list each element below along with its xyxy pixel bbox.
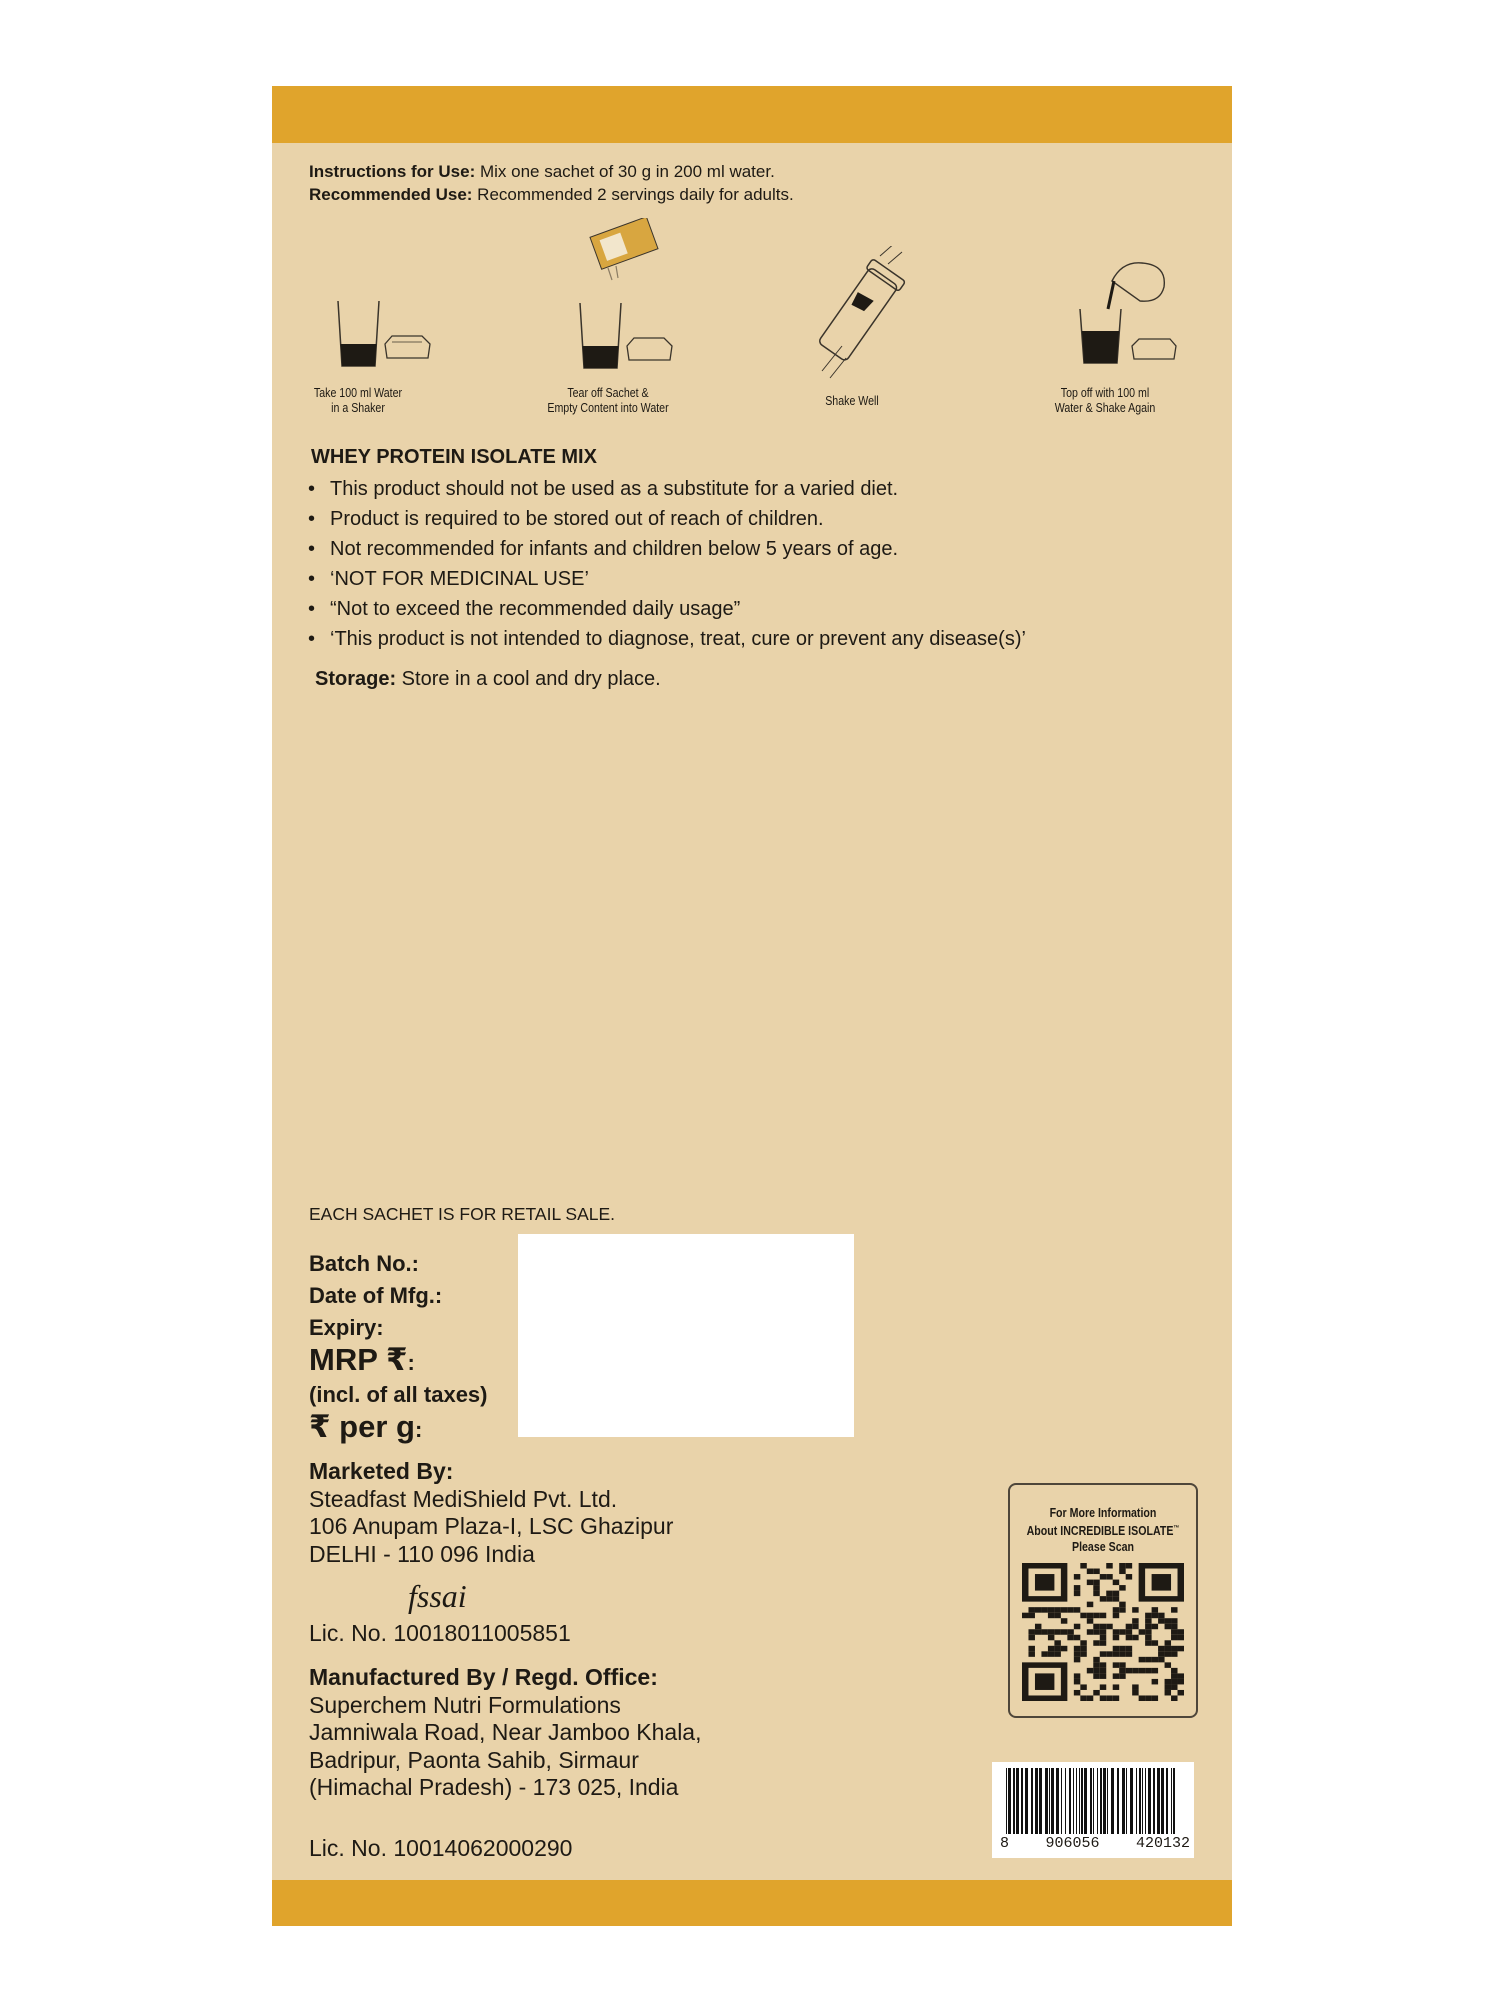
expiry-label: Expiry: (309, 1315, 384, 1340)
storage-label: Storage: (315, 668, 397, 690)
barcode-digit-group: 420132 (1135, 1835, 1190, 1852)
mrp-text: MRP ₹ (309, 1342, 408, 1377)
step-1-caption (265, 386, 452, 416)
marketed-by-block (309, 1458, 673, 1568)
warning-item: • Product is required to be stored out of reach of children. (308, 504, 1026, 534)
warning-item: • ‘This product is not intended to diagnose, treat, cure or prevent any disease(s)’ (308, 624, 1026, 654)
qr-caption-line-3: Please Scan (1071, 1540, 1135, 1555)
barcode-digit-group: 906056 (1045, 1835, 1100, 1852)
qr-caption-line-2: About INCREDIBLE ISOLATE (1026, 1524, 1174, 1539)
warning-item: • ‘NOT FOR MEDICINAL USE’ (308, 564, 1026, 594)
warning-item: • This product should not be used as a substitute for a varied diet. (308, 474, 1026, 504)
per-gram-text: ₹ per g (309, 1409, 415, 1444)
storage-instruction (315, 668, 661, 691)
per-gram-colon: : (414, 1417, 423, 1442)
step-2-line-1: Tear off Sachet & (567, 386, 649, 400)
batch-details (309, 1248, 488, 1446)
jug-pouring-icon (1072, 251, 1192, 376)
warnings-list (308, 474, 1026, 654)
manufacturer-line: Jamniwala Road, Near Jamboo Khala, (309, 1719, 702, 1745)
manufactured-by-block (309, 1664, 701, 1802)
step-1-line-2: in a Shaker (331, 401, 385, 415)
step-2-line-2: Empty Content into Water (547, 401, 669, 415)
step-4-line-2: Water & Shake Again (1054, 401, 1156, 415)
marketer-line: DELHI - 110 096 India (309, 1540, 535, 1567)
marketer-license: Lic. No. 10018011005851 (309, 1620, 571, 1646)
qr-caption-line-1: For More Information (1049, 1506, 1157, 1520)
marketer-line: Steadfast MediShield Pvt. Ltd. (309, 1485, 618, 1512)
recommended-use-text: Recommended 2 servings daily for adults. (472, 185, 794, 204)
instructions-label: Instructions for Use: (309, 162, 476, 181)
glass-with-water-icon (330, 296, 440, 376)
manufactured-by-label: Manufactured By / Regd. Office: (309, 1664, 658, 1690)
batch-label: Batch No.: (309, 1251, 419, 1276)
mrp-colon: : (407, 1350, 415, 1375)
top-color-band (272, 86, 1232, 143)
manufacturer-line: Badripur, Paonta Sahib, Sirmaur (309, 1746, 639, 1773)
mfg-date-label: Date of Mfg.: (309, 1283, 443, 1308)
storage-text: Store in a cool and dry place. (396, 668, 661, 690)
step-4-caption (1012, 386, 1199, 416)
step-2-caption (515, 386, 702, 416)
product-heading: WHEY PROTEIN ISOLATE MIX (311, 446, 597, 468)
sachet-pouring-icon (572, 218, 682, 378)
batch-print-area (518, 1234, 854, 1437)
qr-caption (1024, 1505, 1182, 1555)
trademark-symbol: ™ (1173, 1525, 1180, 1532)
mrp-label (309, 1344, 488, 1379)
qr-code-icon[interactable] (1022, 1563, 1184, 1701)
barcode-digits (1000, 1835, 1190, 1852)
step-3-line-1: Shake Well (825, 394, 879, 408)
qr-info-panel (1008, 1483, 1198, 1718)
manufacturer-line: Superchem Nutri Formulations (309, 1691, 621, 1718)
barcode-bars-icon (1006, 1768, 1182, 1834)
retail-sale-note: EACH SACHET IS FOR RETAIL SALE. (309, 1204, 616, 1224)
recommended-use-label: Recommended Use: (309, 185, 473, 204)
taxes-note: (incl. of all taxes) (309, 1382, 488, 1407)
step-1-line-1: Take 100 ml Water (313, 386, 403, 400)
marketed-by-label: Marketed By: (309, 1458, 454, 1484)
step-4-line-1: Top off with 100 ml (1060, 386, 1150, 400)
instructions-text: Mix one sachet of 30 g in 200 ml water. (475, 162, 775, 181)
marketer-line: 106 Anupam Plaza-I, LSC Ghazipur (309, 1513, 674, 1539)
shaker-bottle-icon (802, 246, 912, 386)
manufacturer-license: Lic. No. 10014062000290 (309, 1835, 573, 1861)
warning-item: • “Not to exceed the recommended daily usage” (308, 594, 1026, 624)
bottom-color-band (272, 1880, 1232, 1926)
per-gram-label (309, 1411, 488, 1446)
warning-item: • Not recommended for infants and children below 5 years of age. (308, 534, 1026, 564)
step-3-caption (759, 394, 946, 409)
manufacturer-line: (Himachal Pradesh) - 173 025, India (309, 1774, 679, 1800)
usage-instructions (309, 160, 794, 206)
product-box-back-panel (272, 86, 1232, 1926)
barcode (992, 1762, 1194, 1858)
fssai-logo: fssai (408, 1578, 467, 1614)
barcode-digit-group: 8 (1000, 1835, 1010, 1852)
